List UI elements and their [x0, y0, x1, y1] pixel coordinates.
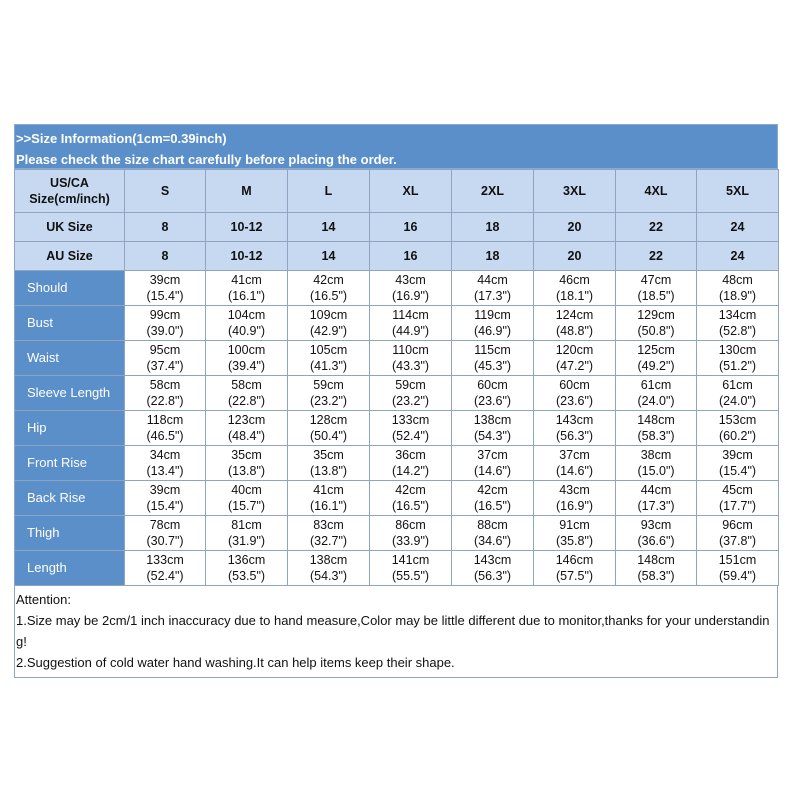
measurement-cell [125, 306, 206, 341]
inch-value: (13.4") [146, 464, 184, 478]
cm-value: 138cm [309, 553, 348, 567]
measurement-cell [288, 271, 370, 306]
inch-value: (23.6") [473, 394, 512, 408]
header-size-cell: 10-12 [206, 242, 288, 271]
header-size-cell: L [288, 170, 370, 213]
measurement-cell [616, 411, 697, 446]
measurement-cell [697, 551, 779, 586]
cm-value: 143cm [473, 553, 512, 567]
cm-value: 38cm [640, 448, 672, 462]
header-size-cell: XL [370, 170, 452, 213]
cm-value: 120cm [555, 343, 594, 357]
measurement-label: Length [15, 551, 125, 586]
inch-value: (23.6") [555, 394, 594, 408]
inch-value: (53.5") [227, 569, 266, 583]
measurement-row [15, 481, 779, 516]
inch-value: (16.1") [309, 499, 348, 513]
inch-value: (44.9") [391, 324, 430, 338]
measurement-cell [534, 306, 616, 341]
inch-value: (13.8") [309, 464, 348, 478]
inch-value: (15.0") [637, 464, 675, 478]
measurement-cell [125, 516, 206, 551]
inch-value: (24.0") [718, 394, 757, 408]
inch-value: (13.8") [227, 464, 266, 478]
cm-value: 35cm [231, 448, 262, 462]
cm-value: 42cm [477, 483, 508, 497]
inch-value: (32.7") [309, 534, 348, 548]
measurement-cell [206, 516, 288, 551]
inch-value: (35.8") [555, 534, 594, 548]
cm-value: 47cm [640, 273, 672, 287]
banner-title: >>Size Information(1cm=0.39inch) [16, 131, 227, 146]
measurement-cell [288, 411, 370, 446]
inch-value: (57.5") [555, 569, 594, 583]
measurement-label: Thigh [15, 516, 125, 551]
measurement-cell [370, 446, 452, 481]
header-size-cell: 14 [288, 242, 370, 271]
measurement-cell [125, 341, 206, 376]
measurement-cell [697, 446, 779, 481]
measurement-cell [616, 376, 697, 411]
measurement-cell [206, 341, 288, 376]
header-size-cell: 10-12 [206, 213, 288, 242]
measurement-cell [452, 481, 534, 516]
inch-value: (37.8") [718, 534, 757, 548]
attention-notes [14, 586, 778, 678]
header-size-cell: 16 [370, 213, 452, 242]
inch-value: (15.7") [227, 499, 266, 513]
cm-value: 141cm [391, 553, 430, 567]
measurement-cell [616, 516, 697, 551]
inch-value: (60.2") [718, 429, 757, 443]
cm-value: 39cm [722, 448, 753, 462]
measurement-row [15, 446, 779, 481]
header-size-cell: 14 [288, 213, 370, 242]
inch-value: (46.9") [473, 324, 512, 338]
cm-value: 115cm [474, 343, 511, 357]
header-row [15, 170, 779, 213]
measurement-cell [452, 306, 534, 341]
measurement-cell [697, 516, 779, 551]
cm-value: 110cm [392, 343, 429, 357]
inch-value: (49.2") [637, 359, 675, 373]
measurement-row [15, 516, 779, 551]
header-size-cell: 2XL [452, 170, 534, 213]
measurement-cell [534, 481, 616, 516]
measurement-cell [206, 376, 288, 411]
measurement-row [15, 341, 779, 376]
measurement-cell [697, 376, 779, 411]
cm-value: 99cm [149, 308, 181, 322]
cm-value: 136cm [227, 553, 266, 567]
cm-value: 34cm [149, 448, 181, 462]
cm-value: 44cm [640, 483, 672, 497]
inch-value: (16.1") [227, 289, 266, 303]
header-size-cell: 16 [370, 242, 452, 271]
cm-value: 96cm [722, 518, 753, 532]
inch-value: (55.5") [391, 569, 430, 583]
measurement-cell [616, 306, 697, 341]
cm-value: 133cm [391, 413, 430, 427]
cm-value: 48cm [722, 273, 753, 287]
measurement-cell [288, 341, 370, 376]
measurement-label: Waist [15, 341, 125, 376]
cm-value: 43cm [395, 273, 426, 287]
measurement-cell [697, 481, 779, 516]
measurement-cell [206, 271, 288, 306]
measurement-cell [616, 271, 697, 306]
measurement-label: Sleeve Length [15, 376, 125, 411]
measurement-cell [534, 376, 616, 411]
cm-value: 128cm [309, 413, 348, 427]
cm-value: 41cm [313, 483, 344, 497]
cm-value: 60cm [477, 378, 508, 392]
size-info-banner [14, 124, 778, 169]
measurement-cell [206, 411, 288, 446]
measurement-label: Back Rise [15, 481, 125, 516]
size-table [14, 169, 779, 586]
inch-value: (58.3") [637, 569, 675, 583]
header-size-cell: 24 [697, 213, 779, 242]
cm-value: 58cm [231, 378, 262, 392]
cm-value: 124cm [555, 308, 594, 322]
cm-value: 83cm [313, 518, 344, 532]
attention-title: Attention: [16, 592, 71, 607]
cm-value: 148cm [637, 553, 675, 567]
cm-value: 36cm [395, 448, 426, 462]
inch-value: (31.9") [227, 534, 266, 548]
cm-value: 60cm [559, 378, 590, 392]
inch-value: (36.6") [637, 534, 675, 548]
inch-value: (46.5") [146, 429, 184, 443]
inch-value: (16.5") [473, 499, 512, 513]
measurement-cell [206, 481, 288, 516]
header-size-cell: 3XL [534, 170, 616, 213]
measurement-cell [534, 411, 616, 446]
header-size-cell: 18 [452, 213, 534, 242]
measurement-label: Should [15, 271, 125, 306]
cm-value: 118cm [146, 413, 184, 427]
cm-value: 39cm [149, 483, 181, 497]
inch-value: (47.2") [555, 359, 594, 373]
measurement-cell [452, 551, 534, 586]
cm-value: 109cm [309, 308, 348, 322]
measurement-cell [616, 341, 697, 376]
cm-value: 81cm [231, 518, 262, 532]
measurement-cell [288, 481, 370, 516]
inch-value: (56.3") [473, 569, 512, 583]
cm-value: 91cm [559, 518, 590, 532]
cm-value: 151cm [718, 553, 757, 567]
inch-value: (16.9") [555, 499, 594, 513]
cm-value: 105cm [309, 343, 348, 357]
inch-value: (52.8") [718, 324, 757, 338]
measurement-cell [452, 516, 534, 551]
inch-value: (54.3") [473, 429, 512, 443]
inch-value: (18.1") [555, 289, 594, 303]
measurement-cell [288, 376, 370, 411]
measurement-cell [125, 376, 206, 411]
cm-value: 119cm [474, 308, 511, 322]
measurement-label: Hip [15, 411, 125, 446]
inch-value: (22.8") [146, 394, 184, 408]
inch-value: (45.3") [473, 359, 512, 373]
cm-value: 40cm [231, 483, 262, 497]
attention-note-1: 1.Size may be 2cm/1 inch inaccuracy due to hand measure,Color may be little different due to monitor,thanks for your understanding! [16, 613, 770, 649]
measurement-cell [452, 446, 534, 481]
measurement-cell [125, 481, 206, 516]
inch-value: (48.8") [555, 324, 594, 338]
inch-value: (17.3") [473, 289, 512, 303]
measurement-row [15, 411, 779, 446]
inch-value: (16.5") [309, 289, 348, 303]
measurement-row [15, 306, 779, 341]
inch-value: (51.2") [718, 359, 757, 373]
measurement-cell [288, 446, 370, 481]
inch-value: (34.6") [473, 534, 512, 548]
measurement-cell [534, 516, 616, 551]
header-size-cell: 20 [534, 213, 616, 242]
header-size-cell: 4XL [616, 170, 697, 213]
inch-value: (48.4") [227, 429, 266, 443]
inch-value: (59.4") [718, 569, 757, 583]
header-row [15, 213, 779, 242]
cm-value: 88cm [477, 518, 508, 532]
inch-value: (15.4") [146, 499, 184, 513]
measurement-cell [452, 341, 534, 376]
header-row-label: US/CA Size(cm/inch) [15, 170, 125, 213]
header-size-cell: 5XL [697, 170, 779, 213]
inch-value: (16.5") [391, 499, 430, 513]
measurement-cell [452, 411, 534, 446]
inch-value: (50.4") [309, 429, 348, 443]
cm-value: 93cm [640, 518, 672, 532]
measurement-cell [370, 516, 452, 551]
cm-value: 35cm [313, 448, 344, 462]
measurement-row [15, 376, 779, 411]
cm-value: 42cm [313, 273, 344, 287]
measurement-row [15, 271, 779, 306]
cm-value: 61cm [640, 378, 672, 392]
header-size-cell: M [206, 170, 288, 213]
header-row-label: UK Size [15, 213, 125, 242]
cm-value: 86cm [395, 518, 426, 532]
inch-value: (54.3") [309, 569, 348, 583]
inch-value: (37.4") [146, 359, 184, 373]
cm-value: 45cm [722, 483, 753, 497]
cm-value: 134cm [718, 308, 757, 322]
inch-value: (23.2") [391, 394, 430, 408]
measurement-cell [697, 411, 779, 446]
measurement-cell [616, 446, 697, 481]
inch-value: (50.8") [637, 324, 675, 338]
inch-value: (39.4") [227, 359, 266, 373]
cm-value: 143cm [555, 413, 594, 427]
measurement-cell [125, 551, 206, 586]
measurement-cell [534, 551, 616, 586]
cm-value: 61cm [722, 378, 753, 392]
measurement-cell [370, 411, 452, 446]
measurement-cell [125, 271, 206, 306]
measurement-cell [534, 446, 616, 481]
measurement-cell [697, 341, 779, 376]
inch-value: (14.6") [473, 464, 512, 478]
inch-value: (43.3") [391, 359, 430, 373]
inch-value: (42.9") [309, 324, 348, 338]
measurement-cell [370, 306, 452, 341]
header-size-cell: 24 [697, 242, 779, 271]
measurement-cell [452, 376, 534, 411]
measurement-label: Front Rise [15, 446, 125, 481]
inch-value: (40.9") [227, 324, 266, 338]
cm-value: 138cm [473, 413, 512, 427]
cm-value: 42cm [395, 483, 426, 497]
measurement-cell [206, 446, 288, 481]
measurement-label: Bust [15, 306, 125, 341]
cm-value: 59cm [395, 378, 426, 392]
header-row [15, 242, 779, 271]
cm-value: 78cm [149, 518, 181, 532]
header-size-cell: 22 [616, 242, 697, 271]
cm-value: 129cm [637, 308, 675, 322]
inch-value: (30.7") [146, 534, 184, 548]
header-row-label: AU Size [15, 242, 125, 271]
attention-note-2: 2.Suggestion of cold water hand washing.It can help items keep their shape. [16, 655, 455, 670]
measurement-cell [370, 551, 452, 586]
measurement-cell [206, 306, 288, 341]
inch-value: (15.4") [718, 464, 757, 478]
cm-value: 46cm [559, 273, 590, 287]
cm-value: 37cm [559, 448, 590, 462]
cm-value: 130cm [718, 343, 757, 357]
inch-value: (14.2") [391, 464, 430, 478]
measurement-cell [370, 271, 452, 306]
inch-value: (17.3") [637, 499, 675, 513]
measurement-cell [370, 481, 452, 516]
cm-value: 104cm [227, 308, 266, 322]
cm-value: 37cm [477, 448, 508, 462]
header-size-cell: 22 [616, 213, 697, 242]
measurement-cell [697, 306, 779, 341]
measurement-cell [616, 481, 697, 516]
inch-value: (18.5") [637, 289, 675, 303]
measurement-cell [534, 271, 616, 306]
measurement-cell [534, 341, 616, 376]
inch-value: (24.0") [637, 394, 675, 408]
measurement-cell [206, 551, 288, 586]
inch-value: (56.3") [555, 429, 594, 443]
inch-value: (41.3") [309, 359, 348, 373]
inch-value: (39.0") [146, 324, 184, 338]
cm-value: 41cm [231, 273, 262, 287]
header-size-cell: 18 [452, 242, 534, 271]
cm-value: 133cm [146, 553, 184, 567]
size-chart [14, 124, 778, 678]
measurement-cell [288, 516, 370, 551]
header-size-cell: 8 [125, 242, 206, 271]
cm-value: 95cm [149, 343, 181, 357]
measurement-cell [288, 551, 370, 586]
cm-value: 125cm [637, 343, 675, 357]
measurement-cell [697, 271, 779, 306]
measurement-cell [288, 306, 370, 341]
measurement-cell [452, 271, 534, 306]
inch-value: (52.4") [391, 429, 430, 443]
cm-value: 59cm [313, 378, 344, 392]
inch-value: (17.7") [718, 499, 757, 513]
measurement-cell [616, 551, 697, 586]
inch-value: (16.9") [391, 289, 430, 303]
cm-value: 39cm [149, 273, 181, 287]
inch-value: (23.2") [309, 394, 348, 408]
cm-value: 114cm [392, 308, 429, 322]
cm-value: 44cm [477, 273, 508, 287]
inch-value: (58.3") [637, 429, 675, 443]
measurement-cell [370, 376, 452, 411]
cm-value: 43cm [559, 483, 590, 497]
inch-value: (18.9") [718, 289, 757, 303]
measurement-cell [125, 411, 206, 446]
inch-value: (15.4") [146, 289, 184, 303]
banner-subtitle: Please check the size chart carefully before placing the order. [16, 152, 397, 167]
cm-value: 148cm [637, 413, 675, 427]
measurement-cell [370, 341, 452, 376]
cm-value: 123cm [227, 413, 266, 427]
measurement-cell [125, 446, 206, 481]
header-size-cell: S [125, 170, 206, 213]
measurement-row [15, 551, 779, 586]
inch-value: (52.4") [146, 569, 184, 583]
cm-value: 153cm [718, 413, 757, 427]
cm-value: 100cm [227, 343, 266, 357]
inch-value: (14.6") [555, 464, 594, 478]
inch-value: (33.9") [391, 534, 430, 548]
cm-value: 146cm [555, 553, 594, 567]
header-size-cell: 8 [125, 213, 206, 242]
cm-value: 58cm [149, 378, 181, 392]
header-size-cell: 20 [534, 242, 616, 271]
inch-value: (22.8") [227, 394, 266, 408]
